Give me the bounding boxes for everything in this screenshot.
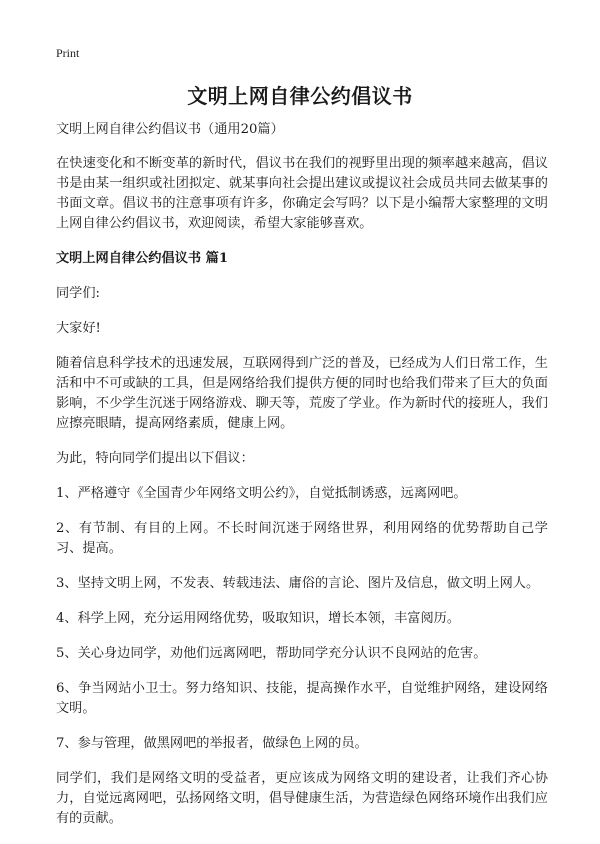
body-paragraph: 同学们，我们是网络文明的受益者，更应该成为网络文明的建设者，让我们齐心协力，自觉远离网吧，弘扬网络文明，倡导健康生活，为营造绿色网络环境作出我们应有的贡献。 [56,771,548,826]
body-paragraph: 6、争当网站小卫士。努力络知识、技能，提高操作水平，自觉维护网络，建设网络文明。 [56,681,548,716]
body-paragraph: 4、科学上网，充分运用网络优势，吸取知识，增长本领，丰富阅历。 [56,611,461,626]
section-heading: 文明上网自律公约倡议书 篇1 [56,251,229,266]
body-paragraph: 2、有节制、有目的上网。不长时间沉迷于网络世界，利用网络的优势帮助自己学习、提高。 [56,521,548,556]
document-title: 文明上网自律公约倡议书 [187,84,413,108]
document-body [56,120,548,844]
print-link[interactable]: Print [56,46,80,60]
body-paragraph: 随着信息科学技术的迅速发展，互联网得到广泛的普及，已经成为人们日常工作，生活和中不可或缺的工具，但是网络给我们提供方便的同时也给我们带来了巨大的负面影响，不少学生沉迷于网络游戏、聊天等，荒废了学业。作为新时代的接班人，我们应擦亮眼睛，提高网络素质，健康上网。 [56,356,548,431]
body-paragraph: 同学们: [56,286,101,301]
body-paragraph: 7、参与管理，做黑网吧的举报者，做绿色上网的员。 [56,736,368,751]
intro-paragraph: 在快速变化和不断变革的新时代，倡议书在我们的视野里出现的频率越来越高，倡议书是由某一组织或社团拟定、就某事向社会提出建议或提议社会成员共同去做某事的书面文章。倡议书的注意事项有许多，你确定会写吗？以下是小编帮大家整理的文明上网自律公约倡议书，欢迎阅读，希望大家能够喜欢。 [56,156,548,231]
body-paragraph: 1、严格遵守《全国青少年网络文明公约》，自觉抵制诱惑，远离网吧。 [56,486,467,501]
body-paragraph: 为此，特向同学们提出以下倡议： [56,451,254,466]
body-paragraph: 3、坚持文明上网，不发表、转载违法、庸俗的言论、图片及信息，做文明上网人。 [56,576,540,591]
body-paragraph: 5、关心身边同学，劝他们远离网吧，帮助同学充分认识不良网站的危害。 [56,646,487,661]
document-subtitle: 文明上网自律公约倡议书（通用20篇） [56,122,284,137]
body-paragraph: 大家好! [56,321,101,336]
